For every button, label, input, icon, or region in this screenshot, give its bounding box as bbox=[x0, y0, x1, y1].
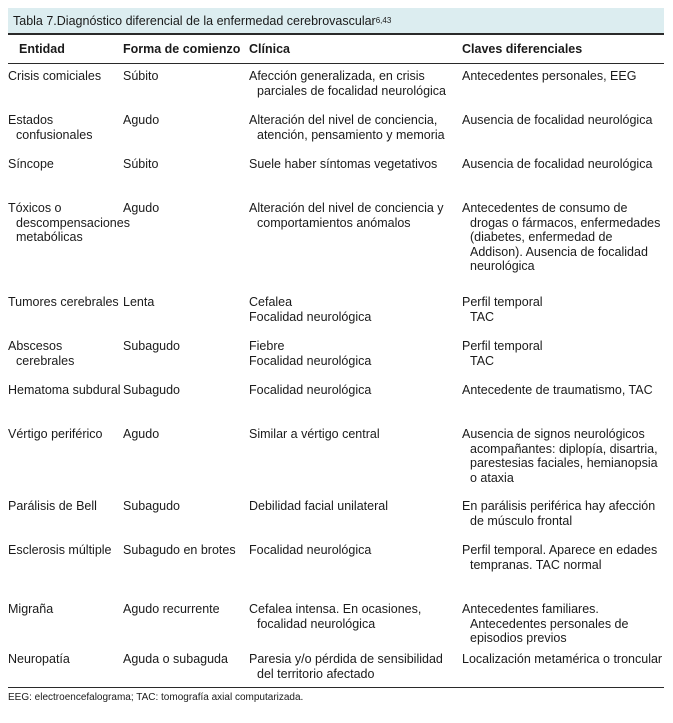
cell-entidad: Tóxicos o descompensaciones metabólicas bbox=[8, 201, 130, 245]
cell-forma: Subagudo bbox=[123, 499, 181, 513]
table-body bbox=[8, 64, 664, 687]
cell-claves: Antecedente de traumatismo, TAC bbox=[462, 383, 653, 397]
header-clinica: Clínica bbox=[249, 42, 290, 56]
cell-clinica: Paresia y/o pérdida de sensibilidad del territorio afectado bbox=[249, 652, 443, 681]
cell-clinica: Debilidad facial unilateral bbox=[249, 499, 388, 513]
table-row bbox=[8, 499, 664, 543]
header-claves: Claves diferenciales bbox=[462, 42, 583, 56]
cell-claves: Perfil temporal TAC bbox=[462, 339, 543, 368]
cell-forma: Agudo bbox=[123, 201, 160, 215]
cell-clinica: Alteración del nivel de conciencia y comportamientos anómalos bbox=[249, 201, 444, 230]
cell-clinica: Fiebre Focalidad neurológica bbox=[249, 339, 372, 368]
cell-forma: Agudo recurrente bbox=[123, 602, 220, 616]
table-footnote: EEG: electroencefalograma; TAC: tomografía axial computarizada. bbox=[8, 692, 304, 703]
cell-clinica: Similar a vértigo central bbox=[249, 427, 380, 441]
cell-clinica: Cefalea Focalidad neurológica bbox=[249, 295, 372, 324]
cell-forma: Lenta bbox=[123, 295, 155, 309]
cell-clinica: Cefalea intensa. En ocasiones, focalidad neurológica bbox=[249, 602, 422, 631]
table-row bbox=[8, 652, 664, 687]
table-row bbox=[8, 602, 664, 652]
cell-claves: Antecedentes de consumo de drogas o fármacos, enfermedades (diabetes, enfermedad de Addison). Ausencia de focalidad neurológica bbox=[462, 201, 661, 274]
cell-entidad: Hematoma subdural bbox=[8, 383, 121, 397]
cell-forma: Subagudo bbox=[123, 339, 181, 353]
cell-claves: Perfil temporal TAC bbox=[462, 295, 543, 324]
cell-entidad: Abscesos cerebrales bbox=[8, 339, 75, 368]
cell-claves: Ausencia de focalidad neurológica bbox=[462, 157, 653, 171]
cell-forma: Agudo bbox=[123, 427, 160, 441]
table-row bbox=[8, 339, 664, 383]
cell-clinica: Alteración del nivel de conciencia, atención, pensamiento y memoria bbox=[249, 113, 445, 142]
cell-entidad: Síncope bbox=[8, 157, 54, 171]
cell-entidad: Estados confusionales bbox=[8, 113, 93, 142]
cell-claves: Antecedentes personales, EEG bbox=[462, 69, 637, 83]
table-title-text: Diagnóstico diferencial de la enfermedad cerebrovascular bbox=[56, 13, 376, 28]
cell-forma: Agudo bbox=[123, 113, 160, 127]
cell-entidad: Parálisis de Bell bbox=[8, 499, 97, 513]
cell-claves: Ausencia de signos neurológicos acompañantes: diplopía, disartria, parestesias faciales, hemianopsia o ataxia bbox=[462, 427, 658, 485]
cell-entidad: Esclerosis múltiple bbox=[8, 543, 112, 557]
cell-claves: En parálisis periférica hay afección de músculo frontal bbox=[462, 499, 656, 528]
cell-claves: Localización metamérica o troncular bbox=[462, 652, 663, 666]
table-row bbox=[8, 113, 664, 157]
cell-clinica: Focalidad neurológica bbox=[249, 383, 372, 397]
cell-claves: Antecedentes familiares. Antecedentes personales de episodios previos bbox=[462, 602, 629, 646]
cell-claves: Ausencia de focalidad neurológica bbox=[462, 113, 653, 127]
cell-clinica: Suele haber síntomas vegetativos bbox=[249, 157, 438, 171]
cell-claves: Perfil temporal. Aparece en edades tempranas. TAC normal bbox=[462, 543, 658, 572]
table-title-prefix: Tabla 7. bbox=[13, 13, 57, 28]
cell-forma: Súbito bbox=[123, 69, 159, 83]
cell-forma: Súbito bbox=[123, 157, 159, 171]
header-entidad: Entidad bbox=[19, 42, 65, 56]
table-row bbox=[8, 201, 664, 295]
table-title: Tabla 7. Diagnóstico diferencial de la enfermedad cerebrovascular 6,43 bbox=[8, 8, 664, 35]
cell-entidad: Vértigo periférico bbox=[8, 427, 103, 441]
cell-forma: Subagudo en brotes bbox=[123, 543, 236, 557]
differential-diagnosis-table bbox=[8, 8, 664, 703]
cell-clinica: Afección generalizada, en crisis parciales de focalidad neurológica bbox=[249, 69, 447, 98]
cell-forma: Aguda o subaguda bbox=[123, 652, 228, 666]
cell-entidad: Neuropatía bbox=[8, 652, 70, 666]
table-row bbox=[8, 383, 664, 427]
cell-entidad: Crisis comiciales bbox=[8, 69, 102, 83]
table-row bbox=[8, 157, 664, 201]
table-row bbox=[8, 69, 664, 113]
cell-forma: Subagudo bbox=[123, 383, 181, 397]
header-forma: Forma de comienzo bbox=[123, 42, 241, 56]
cell-entidad: Migraña bbox=[8, 602, 54, 616]
cell-clinica: Focalidad neurológica bbox=[249, 543, 372, 557]
cell-entidad: Tumores cerebrales bbox=[8, 295, 119, 309]
table-row bbox=[8, 427, 664, 499]
table-row bbox=[8, 295, 664, 339]
table-row bbox=[8, 543, 664, 602]
table-header bbox=[8, 35, 664, 64]
